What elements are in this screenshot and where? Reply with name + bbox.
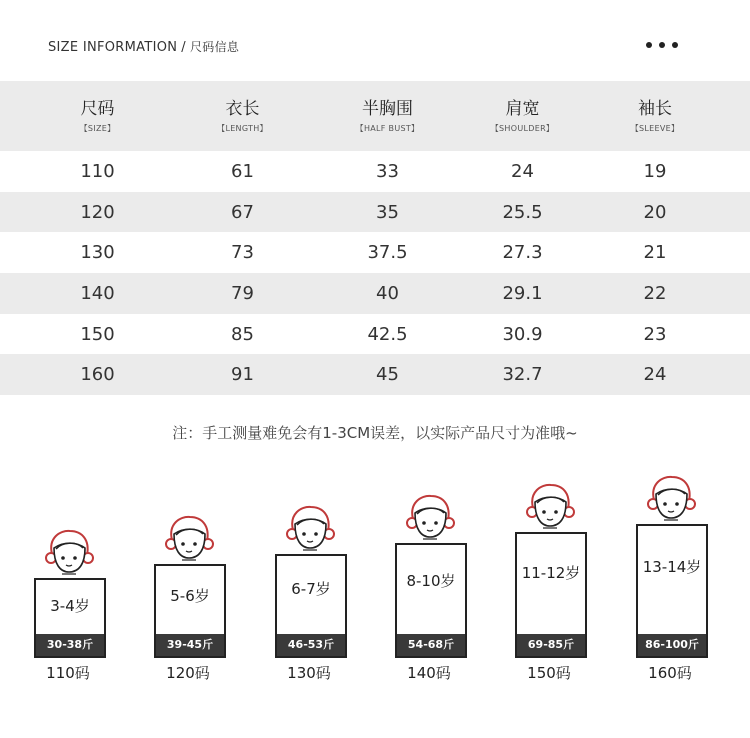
table-cell: 61 (231, 160, 254, 182)
size-code-label: 120码 (166, 664, 210, 682)
table-cell: 30.9 (502, 323, 543, 345)
table-cell: 79 (195, 273, 290, 314)
child-face-icon (283, 504, 337, 552)
age-label: 6-7岁 (291, 580, 331, 598)
age-figure (636, 470, 708, 738)
age-label: 3-4岁 (50, 597, 90, 615)
weight-label: 86-100斤 (638, 634, 706, 656)
table-cell: 24 (511, 160, 534, 182)
age-label: 11-12岁 (521, 564, 581, 582)
height-box (636, 524, 708, 658)
table-cell: 32.7 (485, 354, 560, 395)
table-row (0, 192, 750, 233)
table-cell: 110 (80, 160, 115, 182)
child-face-icon (403, 493, 457, 541)
weight-label: 46-53斤 (277, 634, 345, 656)
table-row (0, 273, 750, 314)
table-cell: 22 (560, 273, 750, 314)
page-title (48, 38, 239, 55)
title-separator: / (181, 40, 186, 55)
col-header-size: 尺码 【SIZE】 (0, 81, 195, 151)
title-en: SIZE INFORMATION (48, 40, 178, 55)
child-face-icon (162, 514, 216, 562)
size-table (0, 81, 750, 395)
table-cell: 35 (290, 192, 485, 233)
size-code-label: 130码 (287, 664, 331, 682)
col-header-shoulder: 肩宽 【SHOULDER】 (485, 81, 560, 151)
table-row (0, 354, 750, 395)
weight-label: 39-45斤 (156, 634, 224, 656)
table-cell: 160 (0, 354, 195, 395)
age-figure (34, 470, 106, 738)
age-label: 5-6岁 (170, 587, 210, 605)
table-cell: 130 (80, 242, 115, 264)
table-cell: 27.3 (502, 242, 543, 264)
table-row (0, 232, 750, 273)
age-figure (395, 470, 467, 738)
table-cell: 23 (643, 323, 667, 345)
height-box (395, 543, 467, 658)
child-face-icon (42, 528, 96, 576)
table-cell: 24 (560, 354, 750, 395)
table-row (0, 314, 750, 355)
age-label: 13-14岁 (642, 558, 702, 576)
table-cell: 150 (80, 323, 115, 345)
weight-label: 54-68斤 (397, 634, 465, 656)
age-figure (154, 470, 226, 738)
table-cell: 21 (643, 242, 667, 264)
table-row (0, 151, 750, 192)
measurement-note: 注：手工测量难免会有1-3CM误差，以实际产品尺寸为准哦~ (172, 424, 578, 442)
size-code-label: 150码 (527, 664, 571, 682)
size-code-label: 140码 (407, 664, 451, 682)
table-cell: 42.5 (367, 323, 408, 345)
table-cell: 37.5 (367, 242, 408, 264)
table-cell: 67 (195, 192, 290, 233)
age-label: 8-10岁 (406, 572, 456, 590)
child-face-icon (523, 482, 577, 530)
weight-label: 30-38斤 (36, 634, 104, 656)
title-zh: 尺码信息 (189, 40, 240, 54)
weight-label: 69-85斤 (517, 634, 585, 656)
table-cell: 19 (643, 160, 667, 182)
height-box (275, 554, 347, 658)
table-cell: 120 (0, 192, 195, 233)
table-cell: 40 (290, 273, 485, 314)
col-header-length: 衣长 【LENGTH】 (195, 81, 290, 151)
table-cell: 20 (560, 192, 750, 233)
child-face-icon (644, 474, 698, 522)
table-cell: 91 (195, 354, 290, 395)
age-guide (0, 470, 750, 738)
table-cell: 85 (231, 323, 254, 345)
table-header-row (0, 81, 750, 151)
size-code-label: 160码 (648, 664, 692, 682)
age-figure (275, 470, 347, 738)
size-code-label: 110码 (46, 664, 90, 682)
more-dots-icon[interactable] (646, 42, 678, 48)
table-cell: 45 (290, 354, 485, 395)
age-figure (515, 470, 587, 738)
col-header-sleeve: 袖长 【SLEEVE】 (560, 81, 750, 151)
table-cell: 140 (0, 273, 195, 314)
table-cell: 33 (376, 160, 399, 182)
height-box (154, 564, 226, 658)
table-cell: 73 (231, 242, 254, 264)
height-box (34, 578, 106, 658)
height-box (515, 532, 587, 658)
table-cell: 29.1 (485, 273, 560, 314)
col-header-half-bust: 半胸围 【HALF BUST】 (290, 81, 485, 151)
table-cell: 25.5 (485, 192, 560, 233)
